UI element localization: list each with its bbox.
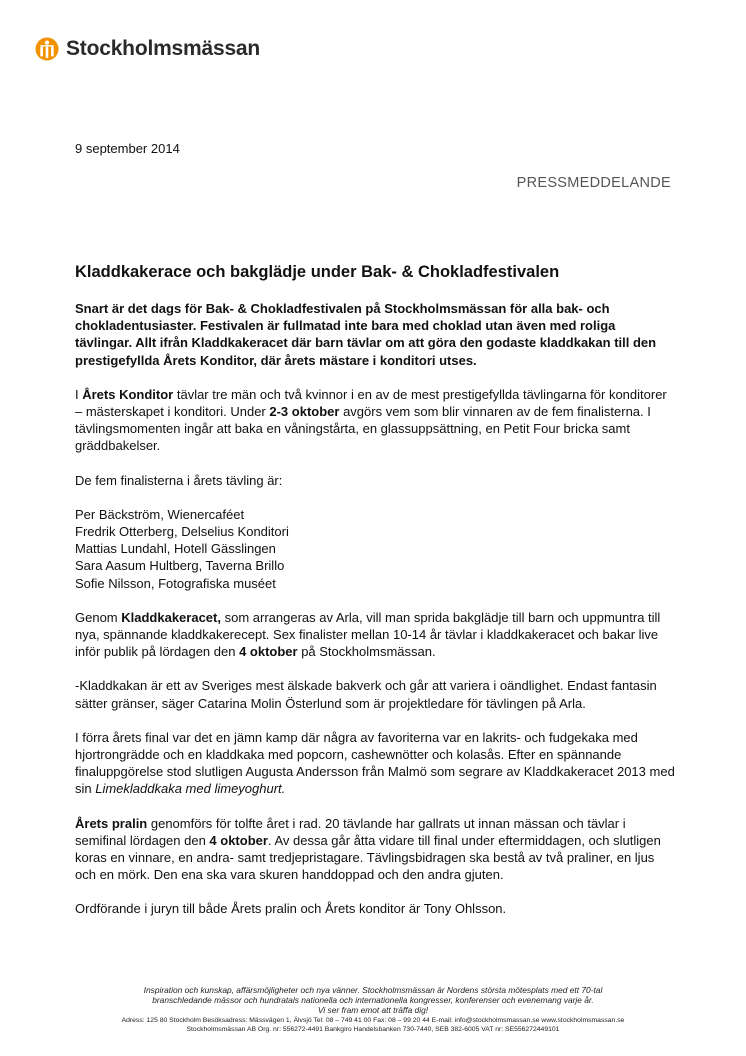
document-type: PRESSMEDDELANDE	[516, 175, 671, 191]
paragraph-arets-pralin: Årets pralin genomförs för tolfte året i rad. 20 tävlande har gallrats ut innan mässan och tävlar i semifinal lördagen den 4 oktober. Av dessa går åtta vidare till final under eftermiddagen, och slutligen koras en vinnare, en andra- samt tredjepristagare. Tävlingsbidragen ska bestå av två praliner, en ljus och en mörk. Den ena ska vara skuren handdoppad och den andra gjuten.	[75, 815, 661, 883]
page-footer	[20, 985, 726, 1034]
footer-tagline-2: branschledande mässor och hundratals nationella och internationella kongresser, konferenser och evenemang varje år.	[152, 995, 594, 1006]
lead-paragraph: Snart är det dags för Bak- & Chokladfestivalen på Stockholmsmässan för alla bak- och chokladentusiaster. Festivalen är fullmatad inte bara med choklad utan även med roliga tävlingar. Allt ifrån Kladdkakeracet där barn tävlar om att göra den godaste kladdkakan till den prestigefyllda Årets Konditor, där årets mästare i konditori utses.	[75, 301, 657, 368]
logo-wordmark: Stockholmsmässan	[66, 37, 261, 60]
list-item: Per Bäckström, Wienercaféet	[75, 506, 245, 522]
stockholmsmassan-logo-icon	[35, 37, 59, 61]
footer-address: Adress: 125 80 Stockholm Besöksadress: Mässvägen 1, Älvsjö Tel: 08 – 749 41 00 Fax: 08 – 99 20 44 E-mail: info@stockholmsmassan.se www.stockholmsmassan.se	[121, 1016, 625, 1024]
paragraph-jury: Ordförande i juryn till både Årets pralin och Årets konditor är Tony Ohlsson.	[75, 901, 507, 917]
bold-date: 2-3 oktober	[269, 404, 340, 420]
bold-date: 4 oktober	[239, 644, 298, 660]
paragraph-arets-konditor: I Årets Konditor tävlar tre män och två kvinnor i en av de mest prestigefyllda tävlingarna för konditorer – mästerskapet i konditori. Under 2-3 oktober avgörs vem som blir vinnaren av de fem finalisterna. I tävlingsmomenten ingår att baka en våningstårta, en glassuppsättning, en Petit Four bricka samt gräddbakelser.	[75, 386, 667, 454]
press-release-body	[75, 262, 675, 935]
list-item: Mattias Lundahl, Hotell Gässlingen	[75, 541, 276, 557]
finalists-intro: De fem finalisterna i årets tävling är:	[75, 472, 283, 488]
bold-date: 4 oktober	[209, 832, 268, 848]
release-date: 9 september 2014	[75, 141, 180, 156]
paragraph-last-year: I förra årets final var det en jämn kamp där några av favoriterna var en lakrits- och fudgekaka med hjortrongrädde och en kladdkaka med popcorn, cashewnötter och kolasås. Efter en spännande finaluppgörelse stod slutligen Augusta Andersson från Malmö som segrare av Kladdkakeracet 2013 med sin Limekladdkaka med limeyoghurt.	[75, 729, 675, 797]
paragraph-quote: -Kladdkakan är ett av Sveriges mest älskade bakverk och går att variera i oändlighet. Endast fantasin sätter gränser, säger Catarina Molin Österlund som är projektledare för tävlingen på Arla.	[75, 678, 657, 711]
bold-kladdkakeracet: Kladdkakeracet,	[121, 609, 221, 625]
bold-arets-pralin: Årets pralin	[75, 815, 148, 831]
footer-company-info: Stockholmsmässan AB Org. nr: 556272-4491 Bankgiro Handelsbanken 730-7440, SEB 382-6005 VAT nr: SE556272449101	[186, 1025, 560, 1033]
list-item: Sofie Nilsson, Fotografiska muséet	[75, 575, 276, 591]
list-item: Sara Aasum Hultberg, Taverna Brillo	[75, 558, 285, 574]
footer-tagline-1: Inspiration och kunskap, affärsmöjligheter och nya vänner. Stockholmsmässan är Nordens största mötesplats med ett 70-tal	[143, 985, 603, 995]
finalists-list	[75, 506, 675, 592]
company-logo	[35, 37, 260, 61]
footer-tagline-3: Vi ser fram emot att träffa dig!	[317, 1005, 429, 1016]
italic-recipe-name: Limekladdkaka med limeyoghurt.	[95, 781, 286, 797]
headline: Kladdkakerace och bakglädje under Bak- & Chokladfestivalen	[75, 263, 560, 281]
bold-arets-konditor: Årets Konditor	[82, 386, 174, 402]
list-item: Fredrik Otterberg, Delselius Konditori	[75, 524, 289, 540]
paragraph-kladdkakeracet: Genom Kladdkakeracet, som arrangeras av Arla, vill man sprida bakglädje till barn och uppmuntra till nya, spännande kladdkakerecept. Sex finalister mellan 10-14 år tävlar i kladdkakeracet och bakar live inför publik på lördagen den 4 oktober på Stockholmsmässan.	[75, 609, 661, 660]
